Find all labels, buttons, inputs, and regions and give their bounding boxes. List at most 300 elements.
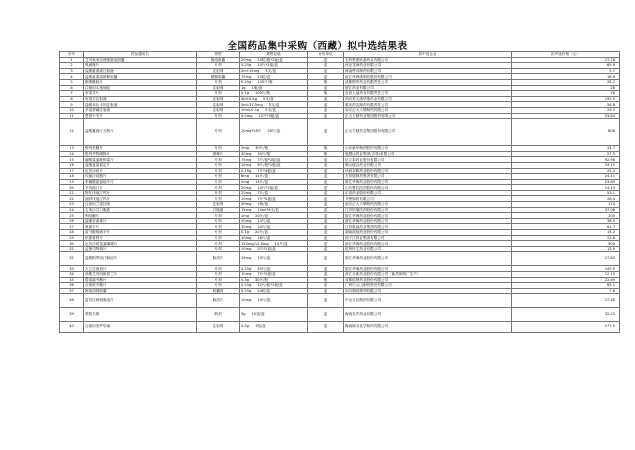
- unit: 盒: [308, 272, 344, 278]
- specification: 0.15g: [241, 168, 252, 173]
- specification: 0.1g: [241, 91, 249, 96]
- price: 24.11: [512, 174, 620, 180]
- company: 杭州民生药业有限公司: [344, 246, 512, 252]
- price: 5.7: [512, 68, 620, 74]
- price: 37.98: [512, 207, 620, 213]
- company: 重庆药友制药有限责任公司: [344, 102, 512, 108]
- company: 海南赞邦制药有限公司: [344, 68, 512, 74]
- package: 7片*4板/盒: [257, 196, 276, 201]
- drug-name: 恩替卡韦片: [84, 113, 197, 119]
- price: 69.9: [512, 63, 620, 69]
- specification-package: [240, 322, 308, 333]
- company: 浙江药业有限公司: [344, 85, 512, 91]
- table-row: [60, 294, 620, 308]
- drug-name: 瑞舒伐他汀钙片: [84, 196, 197, 202]
- table-row: [60, 308, 620, 322]
- drug-name: 阿托伐他汀钙片: [84, 190, 197, 196]
- specification: 5mg: [241, 179, 250, 184]
- row-number: 32: [60, 252, 84, 266]
- drug-name: 头孢呋辛酯片: [84, 283, 197, 289]
- column-header: 拟中选价格（元）: [512, 52, 620, 58]
- price: 15.2: [512, 230, 620, 236]
- price: 58.8: [512, 102, 620, 108]
- price: 12.13: [512, 272, 620, 278]
- specification: 0.1g: [241, 230, 249, 235]
- company: 南京正大天晴制药有限公司: [344, 202, 512, 208]
- dosage-form: 肠溶片: [197, 252, 240, 266]
- dosage-form: 片剂: [197, 162, 240, 168]
- row-number: 8: [60, 96, 84, 102]
- row-number: 4: [60, 74, 84, 80]
- package: 14片/盒: [274, 241, 288, 246]
- drug-name: 多索茶碱注射液: [84, 107, 197, 113]
- row-number: 27: [60, 224, 84, 230]
- row-number: 33: [60, 266, 84, 272]
- dosage-form: 片剂: [197, 157, 240, 163]
- company: 山东鲁抗医药股份有限公司: [344, 185, 512, 191]
- package: 1瓶/盒: [251, 85, 263, 90]
- dosage-form: 肠溶胶囊: [197, 57, 240, 63]
- dosage-form: 片剂: [197, 277, 240, 283]
- dosage-form: 注射剂: [197, 102, 240, 108]
- company: 佛山德众药业有限公司: [344, 162, 512, 168]
- company: 广州白云山制药股份有限公司: [344, 283, 512, 289]
- price: 92.98: [512, 157, 620, 163]
- table-body: [60, 57, 620, 333]
- row-number: 9: [60, 102, 84, 108]
- unit: 盒: [308, 294, 344, 308]
- unit: 瓶: [308, 277, 344, 283]
- row-number: 29: [60, 235, 84, 241]
- package: 1瓶/盒: [257, 202, 269, 207]
- package: 10粒/盒: [257, 74, 271, 79]
- column-header: 剂型: [197, 52, 240, 58]
- specification: 20mg: [241, 185, 252, 190]
- dosage-form: 注射剂: [197, 68, 240, 74]
- unit: 盒: [308, 174, 344, 180]
- drug-name: 蒙脱石散: [84, 308, 197, 322]
- drug-name: 雷贝拉唑钠肠溶片: [84, 294, 197, 308]
- dosage-form: 片剂: [197, 190, 240, 196]
- specification-package: [240, 119, 308, 146]
- dosage-form: 注射剂: [197, 202, 240, 208]
- row-number: 15: [60, 157, 84, 163]
- price: 24.7: [512, 146, 620, 152]
- package: 1瓶/盒: [255, 324, 266, 329]
- drug-name: 布洛芬注射液: [84, 96, 197, 102]
- unit: 盒: [308, 85, 344, 91]
- specification: 0.3g: [241, 277, 249, 282]
- price: 38.5: [512, 218, 620, 224]
- specification-package: [240, 294, 308, 308]
- dosage-form: 片剂: [197, 146, 240, 152]
- row-number: 35: [60, 277, 84, 283]
- specification: 15mg: [241, 207, 252, 212]
- price: 27.5: [512, 151, 620, 157]
- price: 13.9: [512, 246, 620, 252]
- price: 277.5: [512, 322, 620, 333]
- unit: 盒: [308, 63, 344, 69]
- row-number: 19: [60, 179, 84, 185]
- specification: 50mg: [241, 219, 252, 224]
- company: 齐鲁制药有限公司: [344, 196, 512, 202]
- price: 18.9: [512, 74, 620, 80]
- price: 192.9: [512, 96, 620, 102]
- row-number: 17: [60, 168, 84, 174]
- drug-name: 注射用兰索拉唑: [84, 202, 197, 208]
- drug-name: 盐酸布比卡因注射液: [84, 102, 197, 108]
- results-table: [59, 51, 620, 333]
- price: 900: [512, 241, 620, 247]
- drug-name: 奥氮平片: [84, 224, 197, 230]
- price: 27.82: [512, 252, 620, 266]
- page-title: 全国药品集中采购（西藏）拟中选结果表: [227, 41, 408, 52]
- drug-name: 格列齐特缓释片: [84, 151, 197, 157]
- package: 5支/盒: [263, 97, 274, 102]
- drug-name: 替诺福韦酯片: [84, 277, 197, 283]
- dosage-form: 片剂: [197, 283, 240, 289]
- specification: 4ml:0.4g: [241, 97, 257, 102]
- package: 10ml*6支/盒: [257, 207, 279, 212]
- price: 25.2: [512, 168, 620, 174]
- dosage-form: 片剂: [197, 196, 240, 202]
- company: 浙江昂利康制药股份有限公司: [344, 74, 512, 80]
- unit: 盒: [308, 74, 344, 80]
- package: 20片/盒: [255, 230, 268, 235]
- price: 28.2: [512, 79, 620, 85]
- company: 南京正大天晴制药有限公司: [344, 107, 512, 113]
- drug-name: 注射用美罗培南: [84, 322, 197, 333]
- specification: 2mg: [241, 146, 250, 151]
- drug-name: 盐酸氨溴索注射液: [84, 68, 197, 74]
- company: 石药集团欧意药业有限公司: [344, 57, 512, 63]
- package: 10片*3板/盒: [258, 113, 280, 118]
- specification: 8mg: [241, 174, 250, 179]
- company: 四川制药制剂有限公司: [344, 288, 512, 294]
- unit: 瓶: [308, 79, 344, 85]
- package: 14片/盒: [257, 224, 271, 229]
- package: 14片/盒: [255, 174, 269, 179]
- price: 53.1: [512, 190, 620, 196]
- price: 25.2: [512, 107, 620, 113]
- company: 江苏恒瑞医药股份有限公司: [344, 207, 512, 213]
- drug-name: 孟鲁司特钠片: [84, 246, 197, 252]
- company: 海南先声药业有限公司: [344, 308, 512, 322]
- unit: 盒: [308, 288, 344, 294]
- unit: 盒: [308, 213, 344, 219]
- specification: 0.5mg: [241, 113, 253, 118]
- company: 万邦德制药集团有限公司: [344, 174, 512, 180]
- package: 28片/盒: [267, 129, 281, 134]
- company: 中山万汉制药有限公司: [344, 294, 512, 308]
- column-header: 规格包装: [240, 52, 308, 58]
- dosage-form: 注射剂: [197, 96, 240, 102]
- drug-name: 盐酸氨溴索缓释胶囊: [84, 74, 197, 80]
- specification: 10ml:0.1g: [241, 108, 260, 113]
- drug-name: 坎地沙坦酯片: [84, 174, 197, 180]
- package: 7片/盒: [257, 191, 269, 196]
- row-number: 30: [60, 241, 84, 247]
- drug-name: 富马酸喹硫平片: [84, 230, 197, 236]
- dosage-form: 片剂: [197, 213, 240, 219]
- specification: 10mg: [241, 235, 252, 240]
- package: 6片/板*1板/盒: [257, 163, 281, 168]
- price: 53.64: [512, 113, 620, 119]
- company: 浙江华海药业股份有限公司: [344, 252, 512, 266]
- company: 乐普药业股份有限公司: [344, 190, 512, 196]
- table-row: [60, 252, 620, 266]
- unit: 盒: [308, 119, 344, 146]
- dosage-form: 片剂: [197, 224, 240, 230]
- row-number: 18: [60, 174, 84, 180]
- package: 7片*4板/盒: [257, 168, 276, 173]
- drug-name: 艾司奥美拉唑镁肠溶胶囊: [84, 57, 197, 63]
- drug-name: 左乙拉西坦片: [84, 266, 197, 272]
- row-number: 7: [60, 91, 84, 97]
- company: 浙江华海药业股份有限公司: [344, 218, 512, 224]
- price: 245.9: [512, 266, 620, 272]
- row-number: 14: [60, 151, 84, 157]
- row-number: 3: [60, 68, 84, 74]
- price: 24.11: [512, 162, 620, 168]
- dosage-form: 片剂: [197, 79, 240, 85]
- package: 20片/盒: [255, 213, 269, 218]
- row-number: 16: [60, 162, 84, 168]
- company: 施慧达药业集团(吉林)有限公司: [344, 151, 512, 157]
- unit: 盒: [308, 322, 344, 333]
- row-number: 13: [60, 146, 84, 152]
- company: 湖南洞庭药业股份有限公司: [344, 230, 512, 236]
- row-number: 23: [60, 202, 84, 208]
- specification: 3g: [241, 311, 246, 316]
- package: 5支/盒: [265, 108, 276, 113]
- dosage-form: 片剂: [197, 119, 240, 146]
- row-number: 24: [60, 207, 84, 213]
- table-row: [60, 322, 620, 333]
- column-header: 序号: [60, 52, 84, 58]
- company: 山东新华制药股份有限公司: [344, 146, 512, 152]
- package: 12片/板*2板/盒: [257, 283, 283, 288]
- row-number: 12: [60, 119, 84, 146]
- specification: 2ml:15mg: [241, 69, 260, 74]
- package: 14片/盒: [255, 179, 269, 184]
- dosage-form: 口服液: [197, 207, 240, 213]
- drug-name: 厄贝沙坦片: [84, 168, 197, 174]
- drug-name: 盐酸氯雷他定片: [84, 162, 197, 168]
- dosage-form: 缓释胶囊: [197, 74, 240, 80]
- package: 100片/瓶: [255, 91, 271, 96]
- specification: 20mg: [241, 191, 252, 196]
- company: 浙江华海药业股份有限公司: [344, 179, 512, 185]
- unit: 瓶: [308, 146, 344, 152]
- company: 信立泰药业股份有限公司: [344, 157, 512, 163]
- row-number: 34: [60, 272, 84, 278]
- package: 100片/瓶: [257, 80, 273, 85]
- drug-name: 盐酸氟西汀分散片: [84, 119, 197, 146]
- unit: 盒: [308, 162, 344, 168]
- package: 10袋/盒: [251, 311, 265, 316]
- price: 110: [512, 202, 620, 208]
- package: 30片/瓶: [255, 146, 269, 151]
- price: 28: [512, 85, 620, 91]
- company: 浙江华海药业股份有限公司: [344, 266, 512, 272]
- package: 16片/盒: [257, 235, 271, 240]
- dosage-form: 片剂: [197, 179, 240, 185]
- company: 河北龙海药业有限公司: [344, 63, 512, 69]
- specification: 10mg: [241, 297, 252, 302]
- dosage-form: 胶囊剂: [197, 288, 240, 294]
- row-number: 2: [60, 63, 84, 69]
- price: 7.6: [512, 288, 620, 294]
- unit: 盒: [308, 57, 344, 63]
- dosage-form: 片剂: [197, 91, 240, 97]
- dosage-form: 片剂: [197, 266, 240, 272]
- unit: 盒: [308, 235, 344, 241]
- specification: 25mg: [241, 255, 252, 260]
- drug-name: 阿莫西林胶囊: [84, 288, 197, 294]
- specification: 0.25g: [241, 80, 252, 85]
- company: 华润双鹤药业股份有限公司: [344, 168, 512, 174]
- row-number: 40: [60, 322, 84, 333]
- unit: 盒: [308, 190, 344, 196]
- package: 5片*2板/盒: [257, 247, 276, 252]
- unit: 盒: [308, 113, 344, 119]
- row-number: 22: [60, 196, 84, 202]
- company: 海南海灵化学制药有限公司: [344, 322, 512, 333]
- unit: 盒: [308, 224, 344, 230]
- unit: 瓶: [308, 91, 344, 97]
- specification: 0.25g: [241, 266, 252, 271]
- specification: 0.25g: [241, 283, 252, 288]
- dosage-form: 缓释片: [197, 151, 240, 157]
- price: 14.13: [512, 185, 620, 191]
- specification: 0.25g: [241, 63, 252, 68]
- dosage-form: 注射剂: [197, 107, 240, 113]
- unit: 盒: [308, 246, 344, 252]
- package: 10片*2板/盒: [257, 63, 278, 68]
- row-number: 26: [60, 218, 84, 224]
- company: 四川美大康华康药业有限公司: [344, 96, 512, 102]
- drug-name: 格列美脲片: [84, 146, 197, 152]
- dosage-form: 片剂: [197, 241, 240, 247]
- price: 27.78: [512, 57, 620, 63]
- company: 宜昌人福药业有限责任公司: [344, 91, 512, 97]
- column-header: 药品通用名: [84, 52, 197, 58]
- drug-name: 硫酸氢氯吡格雷片: [84, 157, 197, 163]
- row-number: 21: [60, 190, 84, 196]
- specification: 20mg: [241, 57, 252, 62]
- row-number: 39: [60, 308, 84, 322]
- dosage-form: 肠溶片: [197, 294, 240, 308]
- drug-name: 布洛芬片: [84, 91, 197, 97]
- company: 浙江京新药业股份有限公司（新昌制药厂生产）: [344, 272, 512, 278]
- dosage-form: 片剂: [197, 246, 240, 252]
- row-number: 36: [60, 283, 84, 289]
- specification: 1mg: [241, 213, 250, 218]
- row-number: 38: [60, 294, 84, 308]
- specification: 20mg*28片: [241, 129, 262, 134]
- drug-name: 奥硝唑片: [84, 63, 197, 69]
- company: 浙江华海药业股份有限公司: [344, 213, 512, 219]
- unit: 盒: [308, 102, 344, 108]
- specification-package: [240, 252, 308, 266]
- row-number: 37: [60, 288, 84, 294]
- row-number: 6: [60, 85, 84, 91]
- package: 30片/盒: [257, 266, 271, 271]
- specification-package: [240, 308, 308, 322]
- dosage-form: 片剂: [197, 63, 240, 69]
- unit: 盒: [308, 266, 344, 272]
- row-number: 5: [60, 79, 84, 85]
- specification: 0.5g: [241, 324, 249, 329]
- package: 30片/瓶: [255, 277, 268, 282]
- company: 成都倍特药业股份有限公司: [344, 277, 512, 283]
- unit: 盒: [308, 202, 344, 208]
- specification: 0.25g: [241, 289, 252, 294]
- dosage-form: 注射剂: [197, 322, 240, 333]
- specification: 1g: [241, 85, 246, 90]
- company: 扬子江药业集团有限公司: [344, 235, 512, 241]
- row-number: 20: [60, 185, 84, 191]
- package: 10片*2板/盒: [257, 185, 279, 190]
- unit: 盒: [308, 196, 344, 202]
- drug-name: 注射用头孢他啶: [84, 85, 197, 91]
- price: 28.4: [512, 196, 620, 202]
- row-number: 1: [60, 57, 84, 63]
- specification: 30mg: [241, 202, 252, 207]
- row-number: 10: [60, 107, 84, 113]
- package: 24粒/盒: [257, 289, 271, 294]
- drug-name: 依那普利片: [84, 235, 197, 241]
- drug-name: 草酸艾司西酞普兰片: [84, 272, 197, 278]
- price: 61.7: [512, 224, 620, 230]
- specification: 75mg: [241, 157, 252, 162]
- unit: 盒: [308, 218, 344, 224]
- specification: 75mg: [241, 74, 252, 79]
- unit: 盒: [308, 179, 344, 185]
- drug-name: 辛伐他汀片: [84, 185, 197, 191]
- column-header: 计价单位: [308, 52, 344, 58]
- package: 7片/板*2板/盒: [257, 157, 281, 162]
- package: 5支/盒: [265, 69, 277, 74]
- price: 65.2: [512, 283, 620, 289]
- price: 22.8: [512, 235, 620, 241]
- unit: 盒: [308, 252, 344, 266]
- dosage-form: 片剂: [197, 185, 240, 191]
- row-number: 25: [60, 213, 84, 219]
- specification: 5ml:37.5mg: [241, 102, 263, 107]
- company: 江苏豪森药业集团有限公司: [344, 224, 512, 230]
- unit: 盒: [308, 157, 344, 163]
- drug-name: 利培酮片: [84, 213, 197, 219]
- unit: 盒: [308, 241, 344, 247]
- price: 28: [512, 91, 620, 97]
- dosage-form: 片剂: [197, 113, 240, 119]
- unit: 盒: [308, 107, 344, 113]
- specification: 10mg: [241, 163, 252, 168]
- unit: 盒: [308, 308, 344, 322]
- specification: 10mg: [241, 247, 252, 252]
- unit: 盒: [308, 168, 344, 174]
- unit: 盒: [308, 283, 344, 289]
- specification: 150mg/12.5mg: [241, 241, 269, 246]
- package: 30片/瓶: [257, 152, 271, 157]
- package: 14粒/板*2板/盒: [257, 57, 283, 62]
- table-row: [60, 119, 620, 146]
- drug-name: 厄贝沙坦氢氯噻嗪片: [84, 241, 197, 247]
- package: 5支/盒: [268, 102, 280, 107]
- unit: 盒: [308, 96, 344, 102]
